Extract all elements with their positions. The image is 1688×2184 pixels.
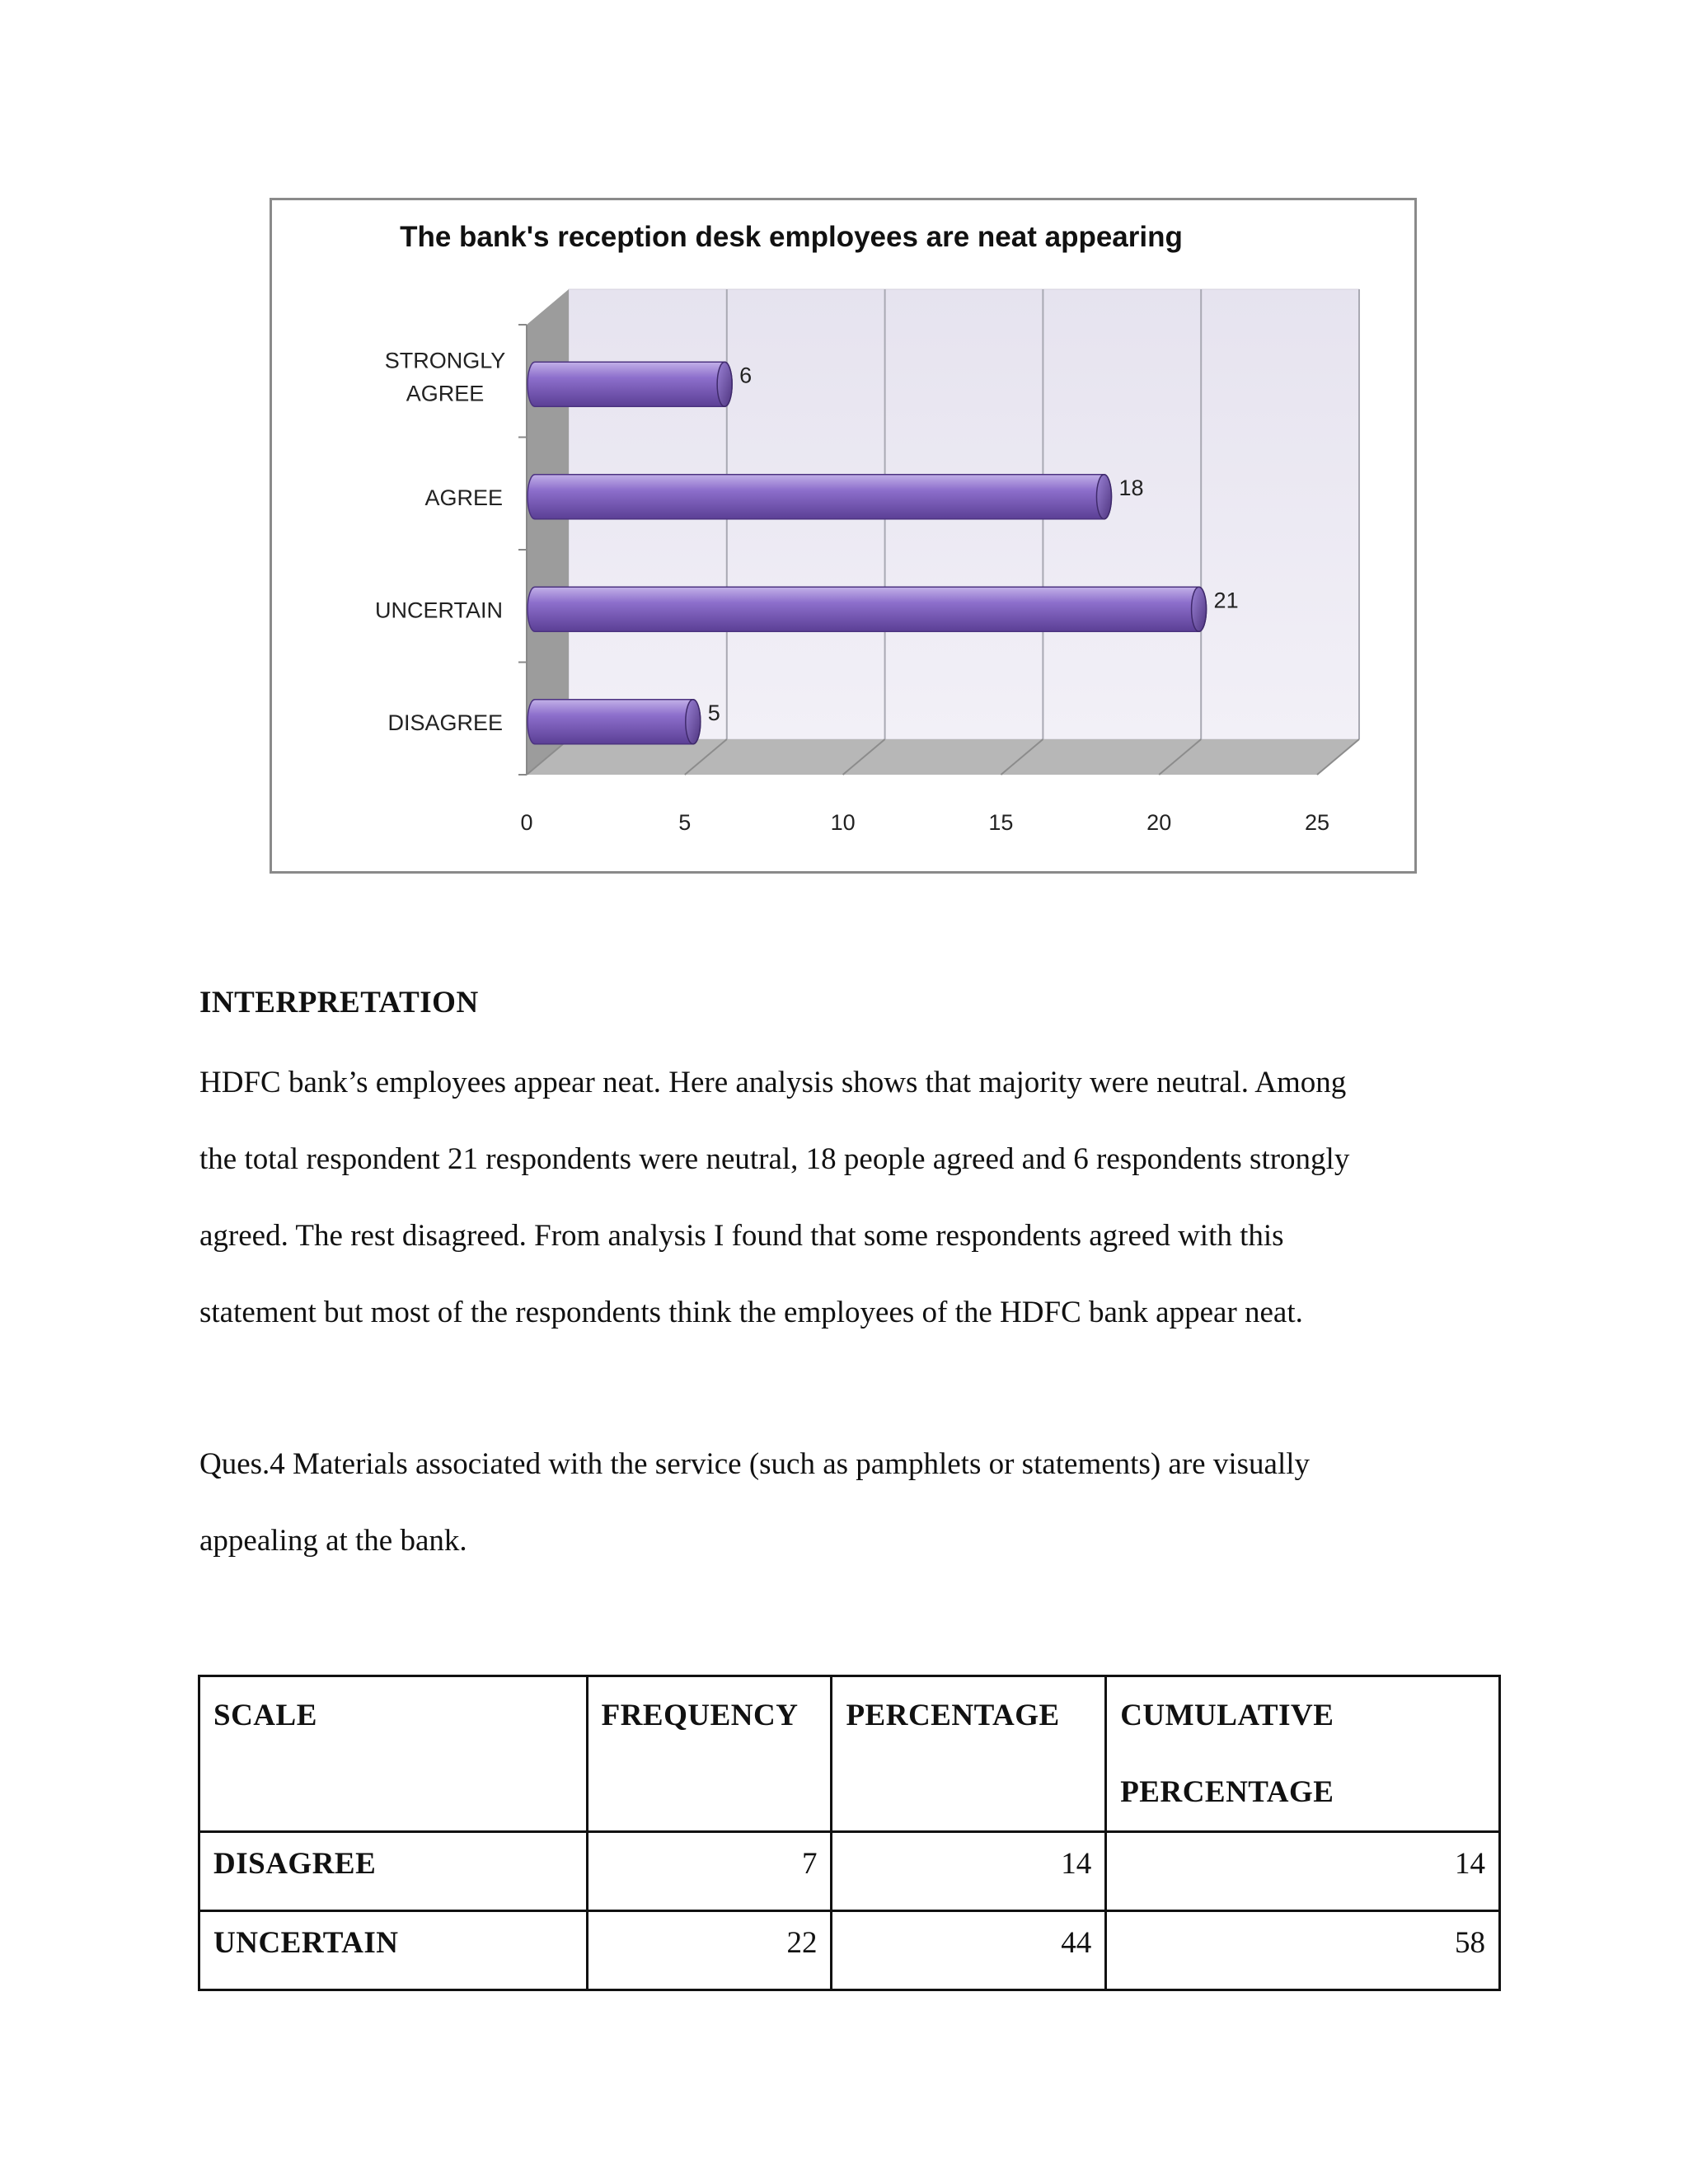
question-line: appealing at the bank. xyxy=(199,1524,467,1558)
value-label: 5 xyxy=(707,700,720,725)
bar xyxy=(528,700,701,744)
bar-body xyxy=(528,362,732,406)
cell-cumulative: 58 xyxy=(1106,1911,1500,1990)
interpretation-heading: INTERPRETATION xyxy=(199,986,479,1019)
question-paragraph xyxy=(199,1426,1535,1579)
interpretation-paragraph xyxy=(199,1044,1535,1351)
x-tick-labels xyxy=(520,810,1329,835)
category-label: AGREE xyxy=(424,485,503,510)
cell-scale: UNCERTAIN xyxy=(199,1911,588,1990)
category-label: STRONGLY xyxy=(384,348,506,373)
bar-body xyxy=(528,475,1111,519)
bar xyxy=(528,475,1111,519)
paragraph-line: agreed. The rest disagreed. From analysis I found that some respondents agreed with this xyxy=(199,1219,1284,1253)
category-labels xyxy=(375,348,505,735)
header-cumulative-line: CUMULATIVE xyxy=(1120,1699,1334,1732)
bar-cap xyxy=(1096,475,1111,519)
category-label: AGREE xyxy=(406,381,485,406)
x-tick-label: 20 xyxy=(1146,810,1172,835)
header-percentage: PERCENTAGE xyxy=(832,1676,1106,1832)
x-tick-label: 10 xyxy=(830,810,856,835)
bar-body xyxy=(528,700,701,744)
chart-svg xyxy=(272,200,1419,876)
header-cumulative-percentage xyxy=(1106,1676,1500,1832)
header-frequency: FREQUENCY xyxy=(587,1676,832,1832)
cell-frequency: 22 xyxy=(587,1911,832,1990)
bar-chart xyxy=(270,198,1417,874)
category-label: DISAGREE xyxy=(387,710,503,735)
cell-scale: DISAGREE xyxy=(199,1832,588,1911)
value-label: 6 xyxy=(739,363,753,388)
cell-frequency: 7 xyxy=(587,1832,832,1911)
x-tick-label: 15 xyxy=(988,810,1014,835)
header-scale: SCALE xyxy=(199,1676,588,1832)
paragraph-line: HDFC bank’s employees appear neat. Here analysis shows that majority were neutral. Among xyxy=(199,1066,1347,1099)
bar-cap xyxy=(1192,587,1207,631)
table-row xyxy=(199,1911,1500,1990)
bar-body xyxy=(528,587,1207,631)
header-cumulative-line: PERCENTAGE xyxy=(1120,1775,1334,1809)
table-row xyxy=(199,1832,1500,1911)
bar-cap xyxy=(686,700,701,744)
bar xyxy=(528,362,732,406)
x-tick-label: 5 xyxy=(678,810,692,835)
bar-cap xyxy=(717,362,732,406)
table-header-row xyxy=(199,1676,1500,1832)
bar xyxy=(528,587,1207,631)
frequency-table xyxy=(198,1675,1501,1991)
value-label: 18 xyxy=(1118,475,1144,500)
x-tick-label: 25 xyxy=(1304,810,1330,835)
chart-title: The bank's reception desk employees are neat appearing xyxy=(400,221,1183,253)
paragraph-line: the total respondent 21 respondents were neutral, 18 people agreed and 6 respondents strongly xyxy=(199,1142,1350,1176)
question-line: Ques.4 Materials associated with the service (such as pamphlets or statements) are visually xyxy=(199,1447,1311,1481)
cell-percentage: 44 xyxy=(832,1911,1106,1990)
x-tick-label: 0 xyxy=(520,810,533,835)
paragraph-line: statement but most of the respondents think the employees of the HDFC bank appear neat. xyxy=(199,1296,1303,1329)
category-label: UNCERTAIN xyxy=(374,598,503,623)
value-label: 21 xyxy=(1213,588,1239,613)
cell-percentage: 14 xyxy=(832,1832,1106,1911)
cell-cumulative: 14 xyxy=(1106,1832,1500,1911)
